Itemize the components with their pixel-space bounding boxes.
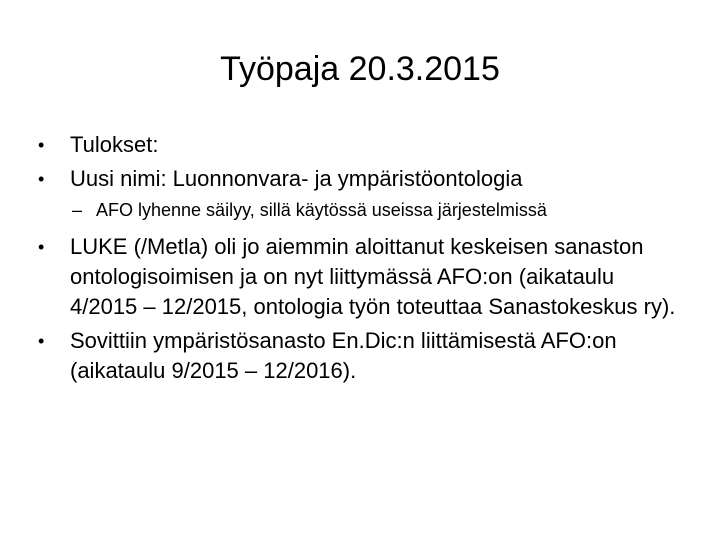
bullet-icon: •: [38, 169, 45, 189]
bullet-list: [36, 130, 686, 390]
list-item: [36, 164, 686, 194]
sub-bullet-text: AFO lyhenne säilyy, sillä käytössä useissa järjestelmissä: [96, 200, 547, 220]
bullet-icon: •: [38, 237, 45, 257]
list-item: [36, 130, 686, 160]
list-item: [36, 326, 686, 386]
bullet-icon: •: [38, 135, 45, 155]
slide-title: Työpaja 20.3.2015: [220, 50, 500, 88]
bullet-text: Uusi nimi: Luonnonvara- ja ympäristöontologia: [70, 166, 523, 191]
dash-icon: –: [72, 200, 83, 220]
list-item: [36, 232, 686, 322]
bullet-text: Tulokset:: [70, 132, 159, 157]
sub-list-item: [70, 198, 616, 222]
bullet-text: LUKE (/Metla) oli jo aiemmin aloittanut keskeisen sanaston ontologisoimisen ja on nyt liittymässä AFO:on (aikataulu 4/2015 – 12/2015, ontologia työn toteuttaa Sanastokeskus ry).: [70, 234, 676, 319]
bullet-icon: •: [38, 331, 45, 351]
bullet-text: Sovittiin ympäristösanasto En.Dic:n liittämisestä AFO:on (aikataulu 9/2015 – 12/2016).: [70, 328, 617, 383]
